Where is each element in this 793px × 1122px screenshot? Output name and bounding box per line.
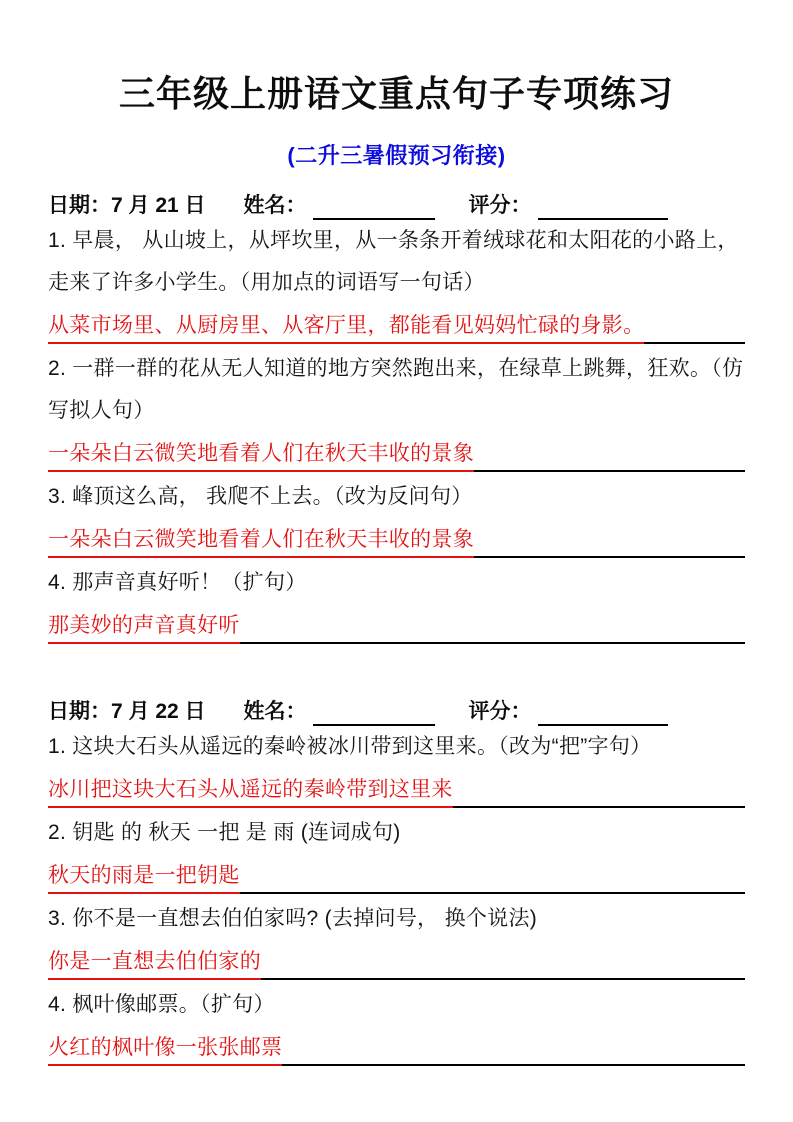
name-blank-line	[313, 194, 435, 220]
answer-text: 火红的枫叶像一张张邮票	[48, 1033, 282, 1066]
answer-text: 一朵朵白云微笑地看着人们在秋天丰收的景象	[48, 439, 474, 472]
name-blank-line	[313, 700, 435, 726]
question-text: 1. 这块大石头从遥远的秦岭被冰川带到这里来。（改为“把”字句）	[48, 735, 652, 759]
score-label: 评分：	[468, 700, 532, 724]
score-blank-line	[538, 700, 668, 726]
answer-blank-line	[282, 1060, 745, 1066]
answer-blank-line	[453, 802, 745, 808]
answer-line	[48, 432, 745, 472]
answer-text: 秋天的雨是一把钥匙	[48, 861, 240, 894]
question-text: 4. 枫叶像邮票。（扩句）	[48, 993, 275, 1017]
score-label: 评分：	[468, 194, 532, 218]
answer-text: 一朵朵白云微笑地看着人们在秋天丰收的景象	[48, 525, 474, 558]
answer-blank-line	[261, 974, 745, 980]
question-text: 2. 一群一群的花从无人知道的地方突然跑出来，在绿草上跳舞，狂欢。（仿写拟人句）	[48, 357, 744, 423]
question-text: 1. 早晨， 从山坡上，从坪坎里，从一条条开着绒球花和太阳花的小路上，走来了许多小学生。（用加点的词语写一句话）	[48, 229, 739, 295]
section-meta-row	[48, 696, 745, 726]
question-text: 3. 峰顶这么高， 我爬不上去。（改为反问句）	[48, 485, 473, 509]
date-field: 日期：7 月 22 日	[48, 700, 206, 724]
section-july-22	[48, 696, 745, 1066]
answer-line	[48, 1026, 745, 1066]
answer-line	[48, 518, 745, 558]
answer-blank-line	[240, 888, 745, 894]
answer-text: 你是一直想去伯伯家的	[48, 947, 261, 980]
section-meta-row	[48, 190, 745, 220]
name-label: 姓名：	[243, 700, 307, 724]
answer-blank-line	[644, 338, 745, 344]
answer-blank-line	[240, 638, 745, 644]
name-label: 姓名：	[243, 194, 307, 218]
score-blank-line	[538, 194, 668, 220]
answer-text: 从菜市场里、从厨房里、从客厅里，都能看见妈妈忙碌的身影。	[48, 311, 644, 344]
answer-text: 冰川把这块大石头从遥远的秦岭带到这里来	[48, 775, 453, 808]
question-text: 2. 钥匙 的 秋天 一把 是 雨 (连词成句)	[48, 821, 401, 845]
question-text: 3. 你不是一直想去伯伯家吗? (去掉问号， 换个说法)	[48, 907, 538, 931]
question-text: 4. 那声音真好听！（扩句）	[48, 571, 307, 595]
worksheet-title: 三年级上册语文重点句子专项练习	[118, 73, 674, 114]
answer-line	[48, 768, 745, 808]
answer-line	[48, 854, 745, 894]
answer-blank-line	[474, 552, 745, 558]
answer-line	[48, 304, 745, 344]
answer-line	[48, 940, 745, 980]
answer-text: 那美妙的声音真好听	[48, 611, 240, 644]
worksheet-subtitle: (二升三暑假预习衔接)	[287, 143, 506, 169]
answer-blank-line	[474, 466, 745, 472]
answer-line	[48, 604, 745, 644]
section-july-21	[48, 190, 745, 644]
date-field: 日期：7 月 21 日	[48, 194, 206, 218]
